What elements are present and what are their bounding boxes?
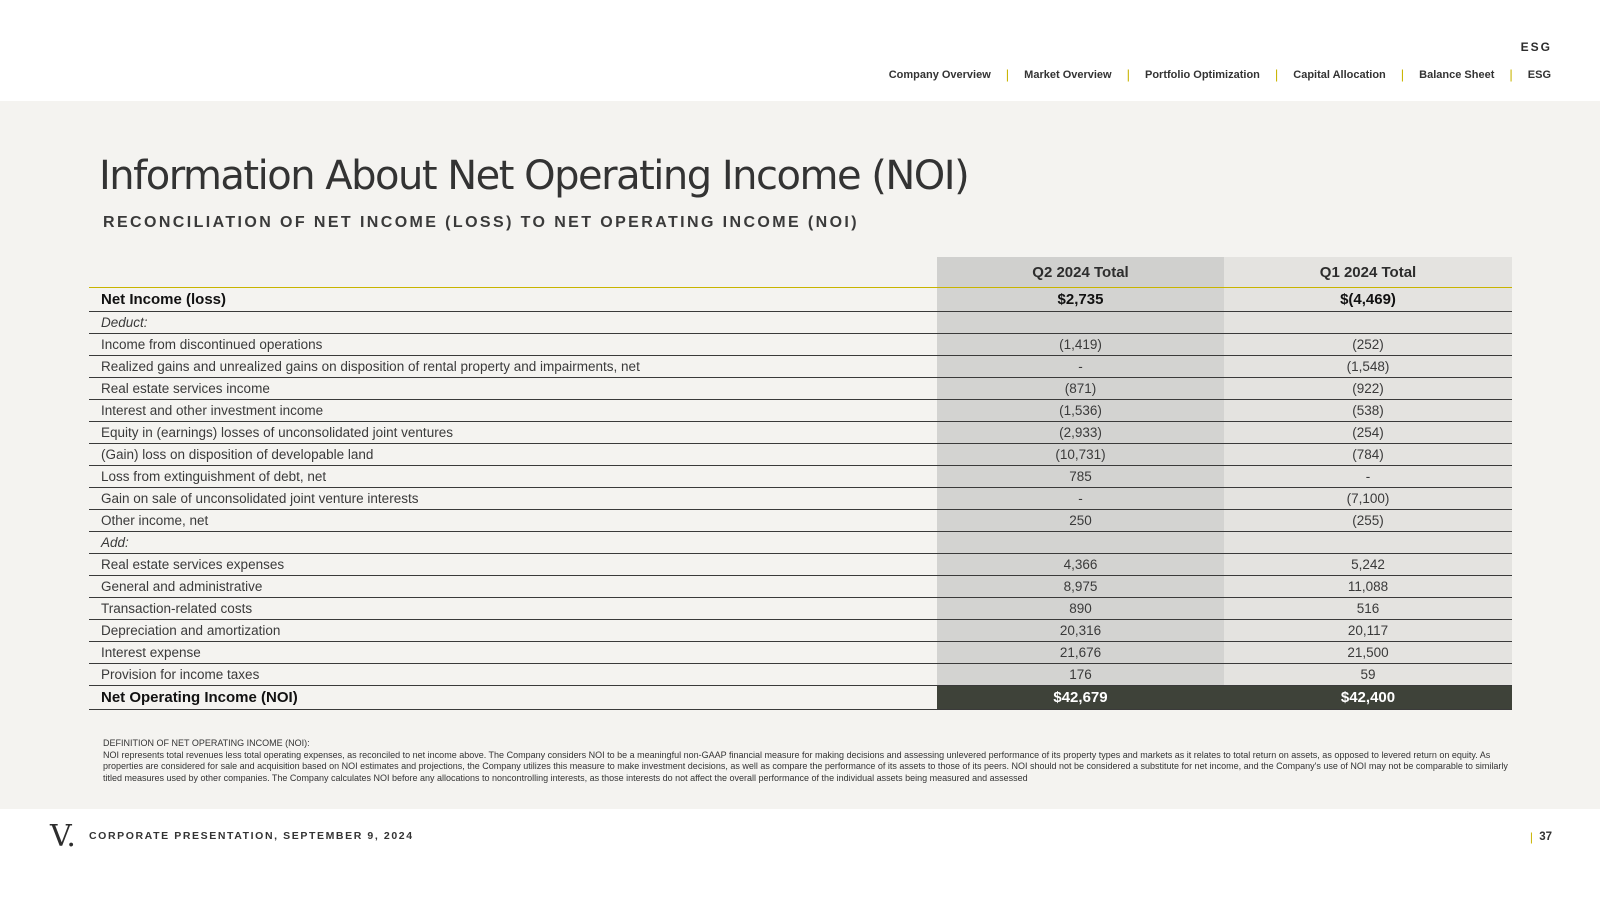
nav-company-overview[interactable]: Company Overview <box>888 68 991 81</box>
table-row <box>89 466 1512 488</box>
row-label: Depreciation and amortization <box>89 620 937 642</box>
total-row <box>89 686 1512 710</box>
q2-value: $2,735 <box>937 288 1224 312</box>
q1-value: (922) <box>1224 378 1512 400</box>
table-row <box>89 576 1512 598</box>
nav-capital-allocation[interactable]: Capital Allocation <box>1293 68 1386 81</box>
nav-balance-sheet[interactable]: Balance Sheet <box>1419 68 1495 81</box>
q1-value: 20,117 <box>1224 620 1512 642</box>
row-label: Deduct: <box>89 312 937 334</box>
page-separator: | <box>1529 830 1533 844</box>
row-label: Interest expense <box>89 642 937 664</box>
nav-separator: | <box>1005 67 1010 82</box>
q1-value: 5,242 <box>1224 554 1512 576</box>
q1-value: 59 <box>1224 664 1512 686</box>
q1-value: (254) <box>1224 422 1512 444</box>
row-label: Net Operating Income (NOI) <box>89 686 937 710</box>
row-label: Income from discontinued operations <box>89 334 937 356</box>
q2-value: (1,536) <box>937 400 1224 422</box>
presentation-label: CORPORATE PRESENTATION, SEPTEMBER 9, 2024 <box>89 830 414 842</box>
table-row <box>89 510 1512 532</box>
table-row <box>89 532 1512 554</box>
table-row <box>89 664 1512 686</box>
q2-value: 176 <box>937 664 1224 686</box>
q1-value: $(4,469) <box>1224 288 1512 312</box>
q2-value: 250 <box>937 510 1224 532</box>
row-label: Add: <box>89 532 937 554</box>
table-row <box>89 444 1512 466</box>
q2-value: (2,933) <box>937 422 1224 444</box>
nav-separator: | <box>1126 67 1130 82</box>
q1-value: 21,500 <box>1224 642 1512 664</box>
nav-market-overview[interactable]: Market Overview <box>1024 68 1112 81</box>
q1-value <box>1224 532 1512 554</box>
nav-esg[interactable]: ESG <box>1527 68 1551 81</box>
slide-body <box>0 101 1600 809</box>
q1-value: (252) <box>1224 334 1512 356</box>
q1-value: (538) <box>1224 400 1512 422</box>
row-label: Net Income (loss) <box>89 288 937 312</box>
column-header-q2: Q2 2024 Total <box>937 257 1224 288</box>
q2-value: $42,679 <box>937 686 1224 710</box>
table-row <box>89 400 1512 422</box>
q2-value: 8,975 <box>937 576 1224 598</box>
q2-value <box>937 312 1224 334</box>
row-label: Realized gains and unrealized gains on disposition of rental property and impairments, net <box>89 356 937 378</box>
q2-value: - <box>937 356 1224 378</box>
page-number: 37 <box>1539 831 1552 843</box>
q1-value: - <box>1224 466 1512 488</box>
footer <box>0 809 1600 899</box>
page-subtitle: RECONCILIATION OF NET INCOME (LOSS) TO NET OPERATING INCOME (NOI) <box>103 214 859 231</box>
q2-value: 20,316 <box>937 620 1224 642</box>
company-logo-icon <box>50 819 76 854</box>
definition-body: NOI represents total revenues less total operating expenses, as reconciled to net income above. The Company considers NOI to be a meaningful non-GAAP financial measure for making decisions and assessing unlevered performance of its property types and markets as it relates to total return on assets, as opposed to levered return on equity. As properties are considered for sale and acquisition based on NOI estimates and projections, the Company utilizes this measure to make investment decisions, as well as compare the performance of its assets to those of its peers. NOI should not be considered a substitute for net income, and the Company's use of NOI may not be comparable to similarly titled measures used by other companies. The Company calculates NOI before any allocations to noncontrolling interests, as those interests do not affect the overall performance of the individual assets being measured and assessed <box>103 749 1508 783</box>
table-row <box>89 620 1512 642</box>
page-title: Information About Net Operating Income (NOI) <box>99 153 969 199</box>
logo-dot: . <box>66 819 76 854</box>
q1-value: $42,400 <box>1224 686 1512 710</box>
table-row <box>89 554 1512 576</box>
row-label: Real estate services expenses <box>89 554 937 576</box>
q2-value: - <box>937 488 1224 510</box>
column-header-q1: Q1 2024 Total <box>1224 257 1512 288</box>
q1-value: (255) <box>1224 510 1512 532</box>
row-label: Interest and other investment income <box>89 400 937 422</box>
header <box>0 0 1600 101</box>
row-label: Loss from extinguishment of debt, net <box>89 466 937 488</box>
noi-definition <box>103 738 1515 784</box>
q2-value <box>937 532 1224 554</box>
q2-value: 21,676 <box>937 642 1224 664</box>
table-row <box>89 642 1512 664</box>
row-label: Other income, net <box>89 510 937 532</box>
table-row <box>89 356 1512 378</box>
header-label-cell <box>89 257 937 288</box>
table-row <box>89 598 1512 620</box>
q2-value: 4,366 <box>937 554 1224 576</box>
row-label: Transaction-related costs <box>89 598 937 620</box>
definition-title: DEFINITION OF NET OPERATING INCOME (NOI): <box>103 738 310 748</box>
q1-value: (7,100) <box>1224 488 1512 510</box>
row-label: Gain on sale of unconsolidated joint venture interests <box>89 488 937 510</box>
row-label: Real estate services income <box>89 378 937 400</box>
q1-value: 516 <box>1224 598 1512 620</box>
table-row <box>89 288 1512 312</box>
q2-value: (871) <box>937 378 1224 400</box>
top-nav <box>889 67 1551 82</box>
table-row <box>89 422 1512 444</box>
row-label: General and administrative <box>89 576 937 598</box>
nav-separator: | <box>1509 67 1513 82</box>
q2-value: (1,419) <box>937 334 1224 356</box>
nav-portfolio-optimization[interactable]: Portfolio Optimization <box>1145 68 1260 81</box>
table-row <box>89 378 1512 400</box>
row-label: Equity in (earnings) losses of unconsolidated joint ventures <box>89 422 937 444</box>
table-row <box>89 334 1512 356</box>
table-row <box>89 488 1512 510</box>
q2-value: 785 <box>937 466 1224 488</box>
q2-value: (10,731) <box>937 444 1224 466</box>
table-row <box>89 312 1512 334</box>
noi-reconciliation-table <box>89 257 1512 710</box>
q1-value <box>1224 312 1512 334</box>
q1-value: 11,088 <box>1224 576 1512 598</box>
logo-letter: V <box>50 819 67 854</box>
row-label: Provision for income taxes <box>89 664 937 686</box>
table-header-row <box>89 257 1512 288</box>
nav-separator: | <box>1274 67 1279 82</box>
row-label: (Gain) loss on disposition of developable land <box>89 444 937 466</box>
q1-value: (1,548) <box>1224 356 1512 378</box>
q2-value: 890 <box>937 598 1224 620</box>
q1-value: (784) <box>1224 444 1512 466</box>
section-tag: ESG <box>1520 40 1552 54</box>
nav-separator: | <box>1400 67 1405 82</box>
